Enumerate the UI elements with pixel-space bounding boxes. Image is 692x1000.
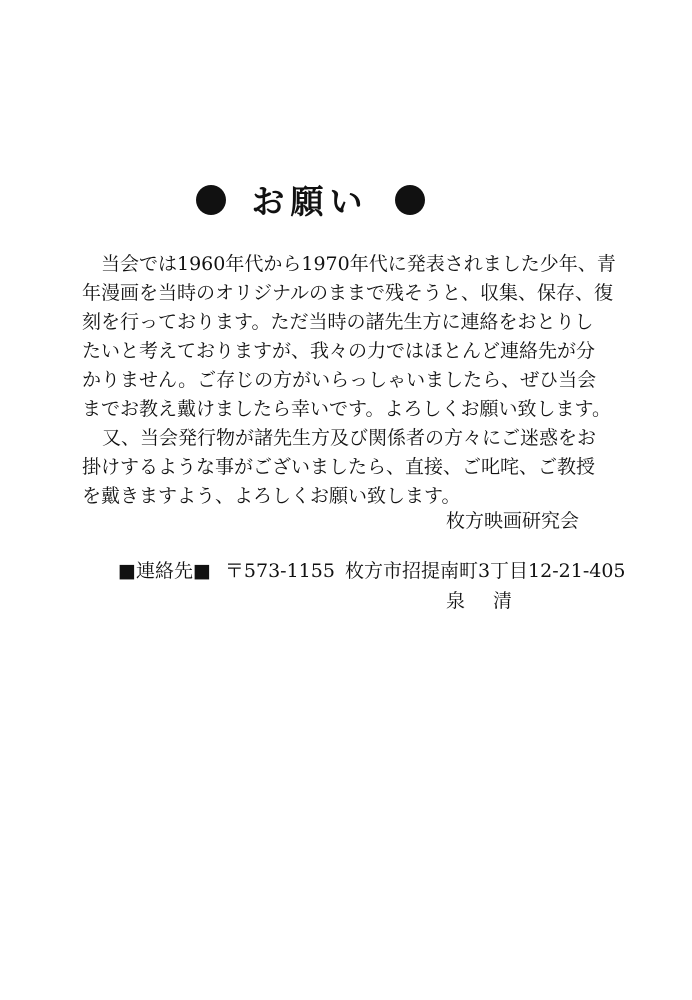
p2-line-1: 又、当会発行物が諸先生方及び関係者の方々にご迷惑をお <box>102 427 597 449</box>
postal-code: 〒573-1155 <box>224 560 335 582</box>
address: 枚方市招提南町3丁目12-21-405 <box>344 560 626 582</box>
title-row <box>0 176 620 223</box>
contact-label: ■連絡先■ <box>118 560 211 582</box>
page-title: お願い <box>251 182 369 221</box>
title-right-dot <box>395 185 425 215</box>
title-left-dot <box>196 185 226 215</box>
p1-line-2: 年漫画を当時のオリジナルのままで残そうと、収集、保存、復 <box>82 282 614 304</box>
contact-person: 泉清 <box>446 590 541 612</box>
p1-line-6: までお教え戴けましたら幸いです。よろしくお願い致します。 <box>82 398 611 420</box>
p1-line-1: 当会では1960年代から1970年代に発表されました少年、青 <box>82 253 616 275</box>
p2-line-3: を戴きますよう、よろしくお願い致します。 <box>82 485 461 507</box>
p1-line-5: かりません。ご存じの方がいらっしゃいましたら、ぜひ当会 <box>82 369 597 391</box>
body-text <box>82 250 616 511</box>
organization-name: 枚方映画研究会 <box>446 510 580 532</box>
p1-line-3: 刻を行っております。ただ当時の諸先生方に連絡をおとりし <box>82 311 594 333</box>
contact-line <box>118 556 626 583</box>
p2-line-2: 掛けするような事がございましたら、直接、ご叱咤、ご教授 <box>82 456 596 478</box>
p1-line-4: たいと考えておりますが、我々の力ではほとんど連絡先が分 <box>82 340 596 362</box>
